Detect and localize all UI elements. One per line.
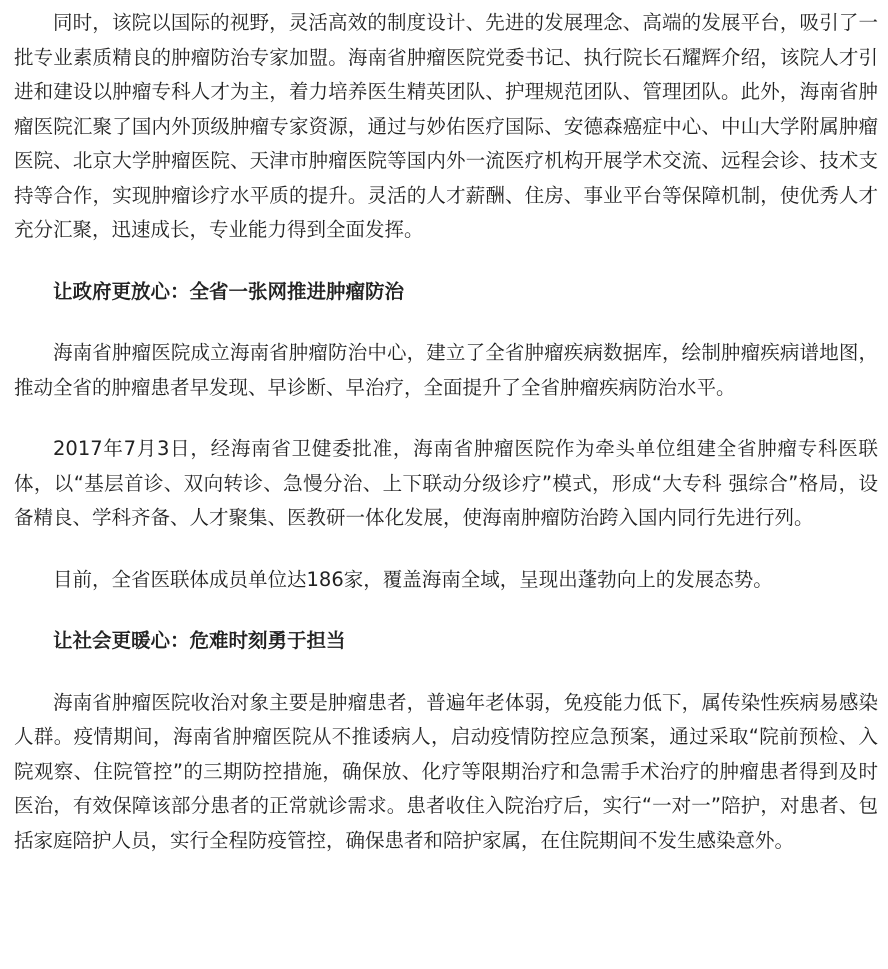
paragraph-prevention-center: 海南省肿瘤医院成立海南省肿瘤防治中心，建立了全省肿瘤疾病数据库，绘制肿瘤疾病谱地图，推动全省的肿瘤患者早发现、早诊断、早治疗，全面提升了全省肿瘤疾病防治水平。 — [14, 341, 878, 399]
section-heading-government: 让政府更放心：全省一张网推进肿瘤防治 — [53, 279, 405, 303]
paragraph-talent: 同时，该院以国际的视野，灵活高效的制度设计、先进的发展理念、高端的发展平台，吸引了一批专业素质精良的肿瘤防治专家加盟。海南省肿瘤医院党委书记、执行院长石耀辉介绍，该院人才引进和建设以肿瘤专科人才为主，着力培养医生精英团队、护理规范团队、管理团队。此外，海南省肿瘤医院汇聚了国内外顶级肿瘤专家资源，通过与妙佑医疗国际、安德森癌症中心、中山大学附属肿瘤医院、北京大学肿瘤医院、天津市肿瘤医院等国内外一流医疗机构开展学术交流、远程会诊、技术支持等合作，实现肿瘤诊疗水平质的提升。灵活的人才薪酬、住房、事业平台等保障机制，使优秀人才充分汇聚，迅速成长，专业能力得到全面发挥。 — [14, 11, 878, 241]
spacer — [14, 659, 878, 686]
spacer — [14, 405, 878, 432]
paragraph-members: 目前，全省医联体成员单位达186家，覆盖海南全域，呈现出蓬勃向上的发展态势。 — [53, 567, 773, 591]
spacer — [14, 597, 878, 624]
section-heading-society: 让社会更暖心：危难时刻勇于担当 — [53, 629, 346, 652]
spacer — [14, 248, 878, 275]
paragraph-epidemic: 海南省肿瘤医院收治对象主要是肿瘤患者，普遍年老体弱，免疫能力低下，属传染性疾病易感染人群。疫情期间，海南省肿瘤医院从不推诿病人，启动疫情防控应急预案，通过采取“院前预检、入院观察、住院管控”的三期防控措施，确保放、化疗等限期治疗和急需手术治疗的肿瘤患者得到及时医治，有效保障该部分患者的正常就诊需求。患者收住入院治疗后，实行“一对一”陪护，对患者、包括家庭陪护人员，实行全程防疫管控，确保患者和陪护家属，在住院期间不发生感染意外。 — [14, 690, 878, 852]
paragraph-medical-alliance: 2017年7月3日，经海南省卫健委批准，海南省肿瘤医院作为牵头单位组建全省肿瘤专科医联体，以“基层首诊、双向转诊、急慢分治、上下联动分级诊疗”模式，形成“大专科 强综合”格局，设备精良、学科齐备、人才聚集、医教研一体化发展，使海南肿瘤防治跨入国内同行先进行列。 — [14, 437, 878, 529]
spacer — [14, 536, 878, 563]
spacer — [14, 309, 878, 336]
